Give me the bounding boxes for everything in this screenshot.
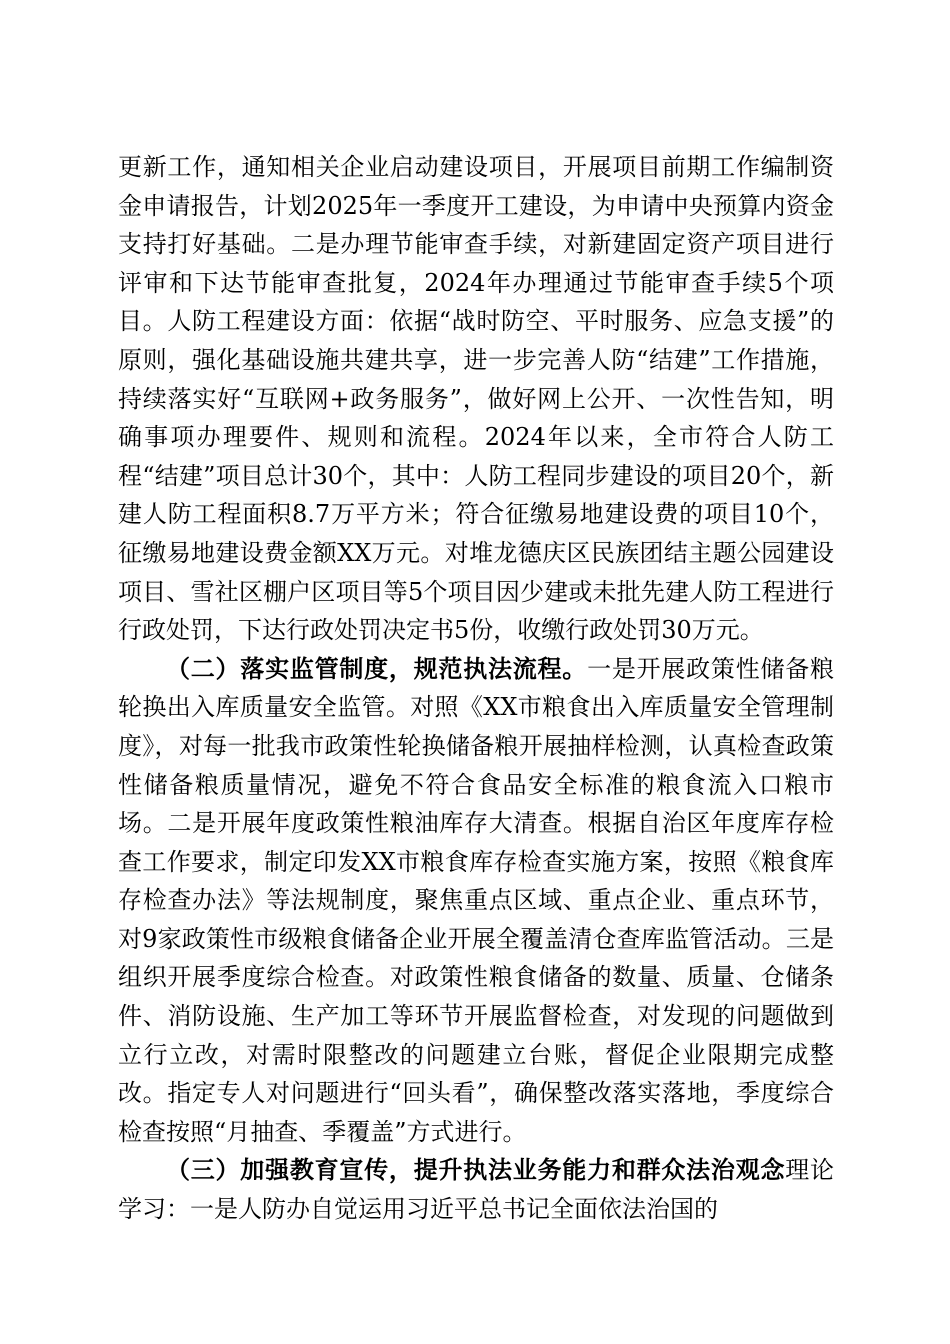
section-3-heading: （三）加强教育宣传，提升执法业务能力和群众法治观念 xyxy=(166,1155,786,1185)
paragraph-continuation: 更新工作，通知相关企业启动建设项目，开展项目前期工作编制资金申请报告，计划2025年一季度开工建设，为申请中央预算内资金支持打好基础。二是办理节能审查手续，对新建固定资产项目进行评审和下达节能审查批复，2024年办理通过节能审查手续5个项目。人防工程建设方面：依据“战时防空、平时服务、应急支援”的原则，强化基础设施共建共享，进一步完善人防“结建”工作措施，持续落实好“互联网+政务服务”，做好网上公开、一次性告知，明确事项办理要件、规则和流程。2024年以来，全市符合人防工程“结建”项目总计30个，其中：人防工程同步建设的项目20个，新建人防工程面积8.7万平方米；符合征缴易地建设费的项目10个，征缴易地建设费金额XX万元。对堆龙德庆区民族团结主题公园建设项目、雪社区棚户区项目等5个项目因少建或未批先建人防工程进行行政处罚，下达行政处罚决定书5份，收缴行政处罚30万元。 xyxy=(118,153,834,645)
paragraph-section-2 xyxy=(118,650,834,1152)
section-2-body: 一是开展政策性储备粮轮换出入库质量安全监管。对照《XX市粮食出入库质量安全管理制度》，对每一批我市政策性轮换储备粮开展抽样检测，认真检查政策性储备粮质量情况，避免不符合食品安全标准的粮食流入口粮市场。二是开展年度政策性粮油库存大清查。根据自治区年度库存检查工作要求，制定印发XX市粮食库存检查实施方案，按照《粮食库存检查办法》等法规制度，聚焦重点区域、重点企业、重点环节，对9家政策性市级粮食储备企业开展全覆盖清仓查库监管活动。三是组织开展季度综合检查。对政策性粮食储备的数量、质量、仓储条件、消防设施、生产加工等环节开展监督检查，对发现的问题做到立行立改，对需时限整改的问题建立台账，督促企业限期完成整改。指定专人对问题进行“回头看”，确保整改落实落地，季度综合检查按照“月抽查、季覆盖”方式进行。 xyxy=(118,654,835,1146)
paragraph-section-3 xyxy=(118,1151,834,1228)
section-3-body: 理论学习：一是人防办自觉运用习近平总书记全面依法治国的 xyxy=(118,1156,835,1224)
section-2-heading: （二）落实监管制度，规范执法流程。 xyxy=(166,653,588,683)
document-body xyxy=(118,148,834,1229)
